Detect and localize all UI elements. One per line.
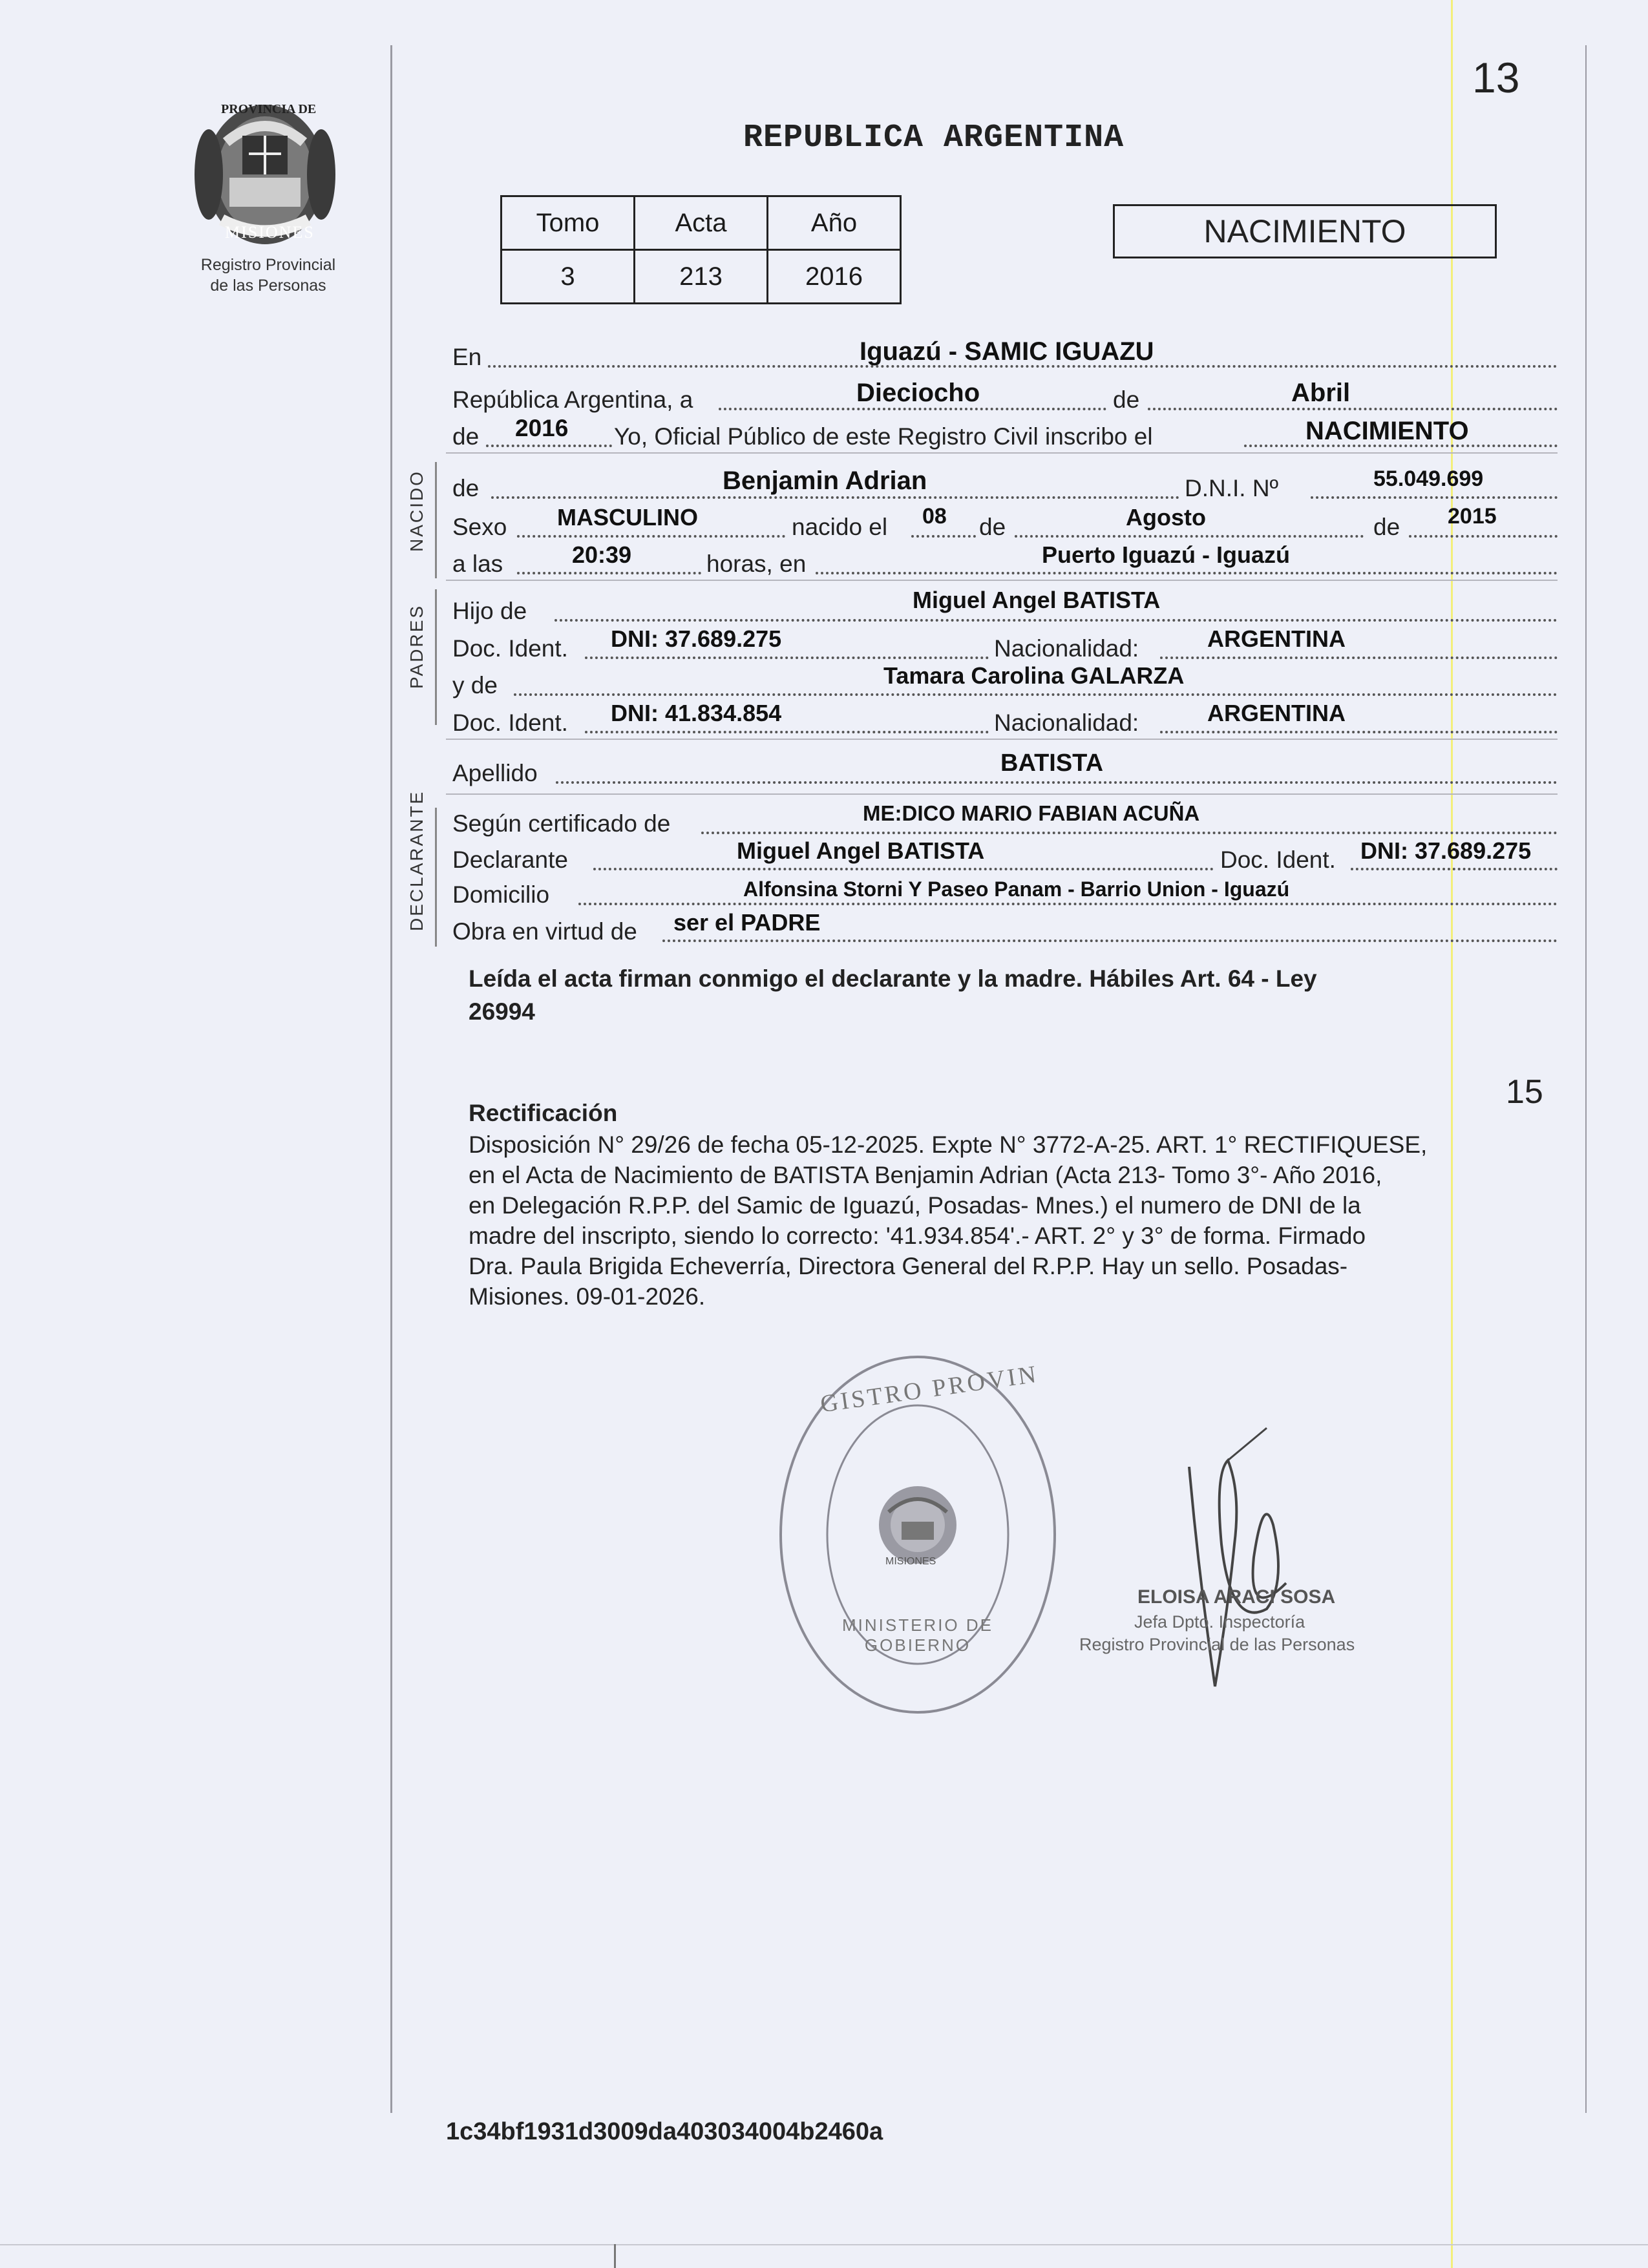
mother-name: Tamara Carolina GALARZA: [883, 662, 1185, 689]
bottom-tick: [614, 2244, 616, 2268]
domicilio-label: Domicilio: [452, 881, 550, 908]
padres-bar: [435, 589, 437, 725]
record-type-box: [1113, 204, 1497, 258]
dots: [662, 940, 1558, 942]
nacido-de-label-2: de: [979, 514, 1006, 540]
day-value: Dieciocho: [856, 379, 980, 407]
ano-header: Año: [768, 196, 901, 250]
birth-place: Puerto Iguazú - Iguazú: [1042, 541, 1290, 568]
record-type-label: NACIMIENTO: [1203, 213, 1406, 249]
child-name: Benjamin Adrian: [723, 467, 927, 495]
declarante-value: Miguel Angel BATISTA: [737, 837, 985, 864]
mother-doc-label: Doc. Ident.: [452, 709, 568, 736]
birth-time: 20:39: [572, 541, 632, 568]
dots: [556, 781, 1558, 784]
logo-arc-text: PROVINCIA DE: [221, 102, 317, 116]
en-value: Iguazú - SAMIC IGUAZU: [860, 337, 1154, 366]
inscribo-value: NACIMIENTO: [1305, 417, 1469, 445]
rectificacion-number: 15: [1506, 1073, 1543, 1111]
official-stamp: [776, 1350, 1060, 1719]
dots: [514, 693, 1558, 696]
sexo-value: MASCULINO: [557, 504, 698, 530]
father-doc: DNI: 37.689.275: [611, 625, 782, 652]
acta-header: Acta: [635, 196, 768, 250]
en-label: En: [452, 344, 482, 370]
oficial-text: Yo, Oficial Público de este Registro Civil inscribo el: [614, 423, 1153, 450]
dots: [1015, 535, 1364, 538]
dots: [517, 572, 701, 574]
hline: [446, 452, 1558, 454]
logo-bottom-text: MISIONES: [225, 223, 315, 242]
rectificacion-line: Misiones. 09-01-2026.: [469, 1283, 706, 1310]
mother-nationality: ARGENTINA: [1207, 700, 1346, 726]
horas-label: horas, en: [706, 551, 807, 577]
dots: [1160, 731, 1558, 733]
de-label-2: de: [452, 423, 480, 450]
stamp-inner-text: MINISTERIO DE GOBIERNO: [841, 1615, 993, 1655]
dots: [486, 445, 612, 447]
nacido-el-label: nacido el: [792, 514, 888, 540]
father-name: Miguel Angel BATISTA: [913, 587, 1161, 613]
stamp-center-text: MISIONES: [885, 1556, 936, 1567]
child-dni: 55.049.699: [1373, 467, 1484, 491]
rectificacion-line: en Delegación R.P.P. del Samic de Iguazú, Posadas- Mnes.) el numero de DNI de la: [469, 1192, 1361, 1219]
dots: [578, 903, 1558, 905]
dots: [719, 408, 1106, 410]
declarante-label: Declarante: [452, 846, 568, 873]
closing-line-2: 26994: [469, 998, 535, 1025]
cert-value: ME:DICO MARIO FABIAN ACUÑA: [863, 801, 1200, 825]
father-doc-label: Doc. Ident.: [452, 635, 568, 662]
padres-section-label: PADRES: [407, 604, 427, 689]
mother-nat-label: Nacionalidad:: [994, 709, 1139, 736]
domicilio-value: Alfonsina Storni Y Paseo Panam - Barrio Union - Iguazú: [743, 877, 1290, 901]
signature: [1137, 1415, 1305, 1725]
nacido-section-label: NACIDO: [407, 470, 427, 552]
mother-doc: DNI: 41.834.854: [611, 700, 782, 726]
birth-year: 2015: [1448, 504, 1497, 529]
rectificacion-line: Disposición N° 29/26 de fecha 05-12-2025. Expte N° 3772-A-25. ART. 1° RECTIFIQUESE,: [469, 1131, 1428, 1158]
nacido-bar: [435, 462, 437, 578]
rectificacion-body: [469, 1129, 1580, 1312]
rectificacion-line: Dra. Paula Brigida Echeverría, Directora General del R.P.P. Hay un sello. Posadas-: [469, 1253, 1348, 1279]
dots: [585, 731, 989, 733]
hline: [446, 580, 1558, 581]
bottom-fold-line: [0, 2244, 1648, 2245]
left-margin-line: [390, 45, 392, 2113]
hline: [446, 793, 1558, 795]
declarante-bar: [435, 808, 437, 947]
ano-value: 2016: [768, 250, 901, 304]
dots: [816, 572, 1558, 574]
logo-caption-1: Registro Provincial: [200, 256, 336, 274]
dni-label: D.N.I. Nº: [1185, 475, 1279, 501]
apellido-value: BATISTA: [1000, 750, 1104, 777]
nacido-de-label-3: de: [1373, 514, 1400, 540]
record-table: [500, 195, 902, 304]
dots: [555, 619, 1558, 622]
yde-label: y de: [452, 672, 498, 698]
birth-day: 08: [922, 504, 947, 529]
sexo-label: Sexo: [452, 514, 507, 540]
dots: [593, 868, 1214, 870]
rectificacion-line: en el Acta de Nacimiento de BATISTA Benjamin Adrian (Acta 213- Tomo 3°- Año 2016,: [469, 1162, 1382, 1188]
dots: [911, 535, 976, 538]
dots: [491, 496, 1179, 499]
logo-caption-2: de las Personas: [210, 277, 326, 295]
father-nationality: ARGENTINA: [1207, 625, 1346, 652]
stamp-outer-text: [776, 1738, 1060, 1746]
dots: [1148, 408, 1558, 410]
document-hash: 1c34bf1931d3009da403034004b2460a: [446, 2118, 883, 2145]
rectificacion-line: madre del inscripto, siendo lo correcto: '41.934.854'.- ART. 2° y 3° de forma. Firmado: [469, 1223, 1366, 1249]
declarante-section-label: DECLARANTE: [407, 790, 427, 931]
right-margin-line: [1585, 45, 1587, 2113]
republica-label: República Argentina, a: [452, 386, 693, 413]
dots: [1409, 535, 1558, 538]
hline: [446, 739, 1558, 740]
page-number: 13: [1472, 54, 1520, 101]
closing-line-1: Leída el acta firman conmigo el declarante y la madre. Hábiles Art. 64 - Ley: [469, 965, 1317, 992]
rectificacion-title: Rectificación: [469, 1100, 618, 1126]
tomo-header: Tomo: [502, 196, 635, 250]
month-value: Abril: [1291, 379, 1351, 407]
year-value: 2016: [515, 415, 569, 441]
dots: [1160, 656, 1558, 659]
apellido-label: Apellido: [452, 760, 538, 786]
acta-value: 213: [635, 250, 768, 304]
dots: [517, 535, 785, 538]
stamp-arc-text-top: GISTRO PROVIN: [818, 1360, 1041, 1418]
birth-month: Agosto: [1126, 504, 1206, 530]
dots: [701, 832, 1558, 834]
hijo-label: Hijo de: [452, 598, 527, 624]
obra-value: ser el PADRE: [673, 909, 821, 936]
signer-office: Registro Provincial de las Personas: [1079, 1635, 1355, 1654]
dots: [585, 656, 989, 659]
de-label-1: de: [1113, 386, 1140, 413]
signer-name: ELOISA ARACI SOSA: [1137, 1586, 1336, 1608]
declarante-doc-label: Doc. Ident.: [1220, 846, 1336, 873]
alas-label: a las: [452, 551, 503, 577]
segun-label: Según certificado de: [452, 810, 671, 837]
dots: [1311, 496, 1558, 499]
dots: [1351, 868, 1558, 870]
document-title: REPUBLICA ARGENTINA: [743, 120, 1125, 156]
father-nat-label: Nacionalidad:: [994, 635, 1139, 662]
tomo-value: 3: [502, 250, 635, 304]
obra-label: Obra en virtud de: [452, 918, 637, 945]
nacido-de-label: de: [452, 475, 480, 501]
declarante-doc: DNI: 37.689.275: [1360, 837, 1532, 864]
signer-title: Jefa Dpto. Inspectoría: [1134, 1612, 1305, 1632]
